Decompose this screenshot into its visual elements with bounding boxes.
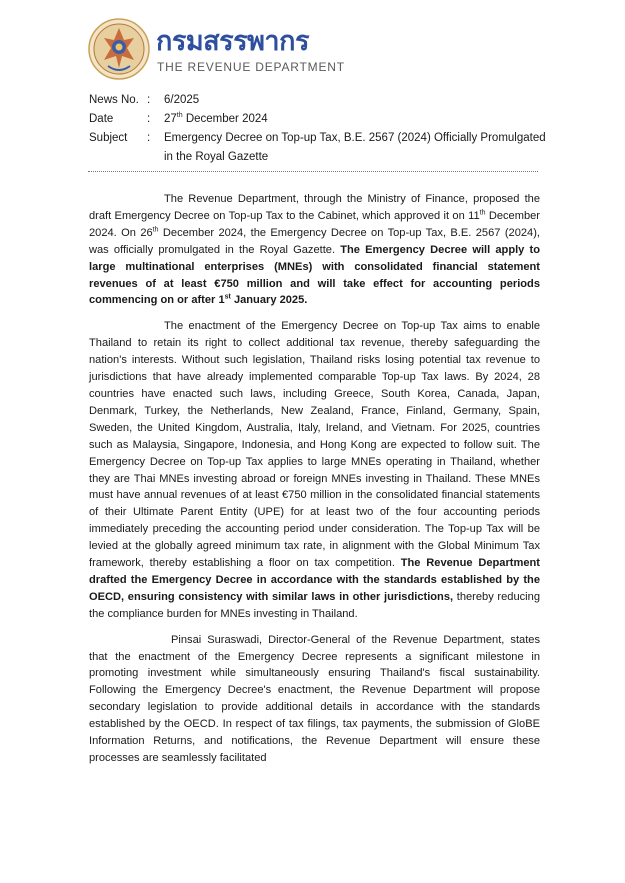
date-row bbox=[89, 110, 554, 129]
news-number-label: News No. bbox=[89, 94, 139, 106]
department-wordmark: กรมสรรพากร bbox=[156, 26, 309, 56]
p1-sup-1: th bbox=[479, 209, 486, 217]
p1-sup-3: st bbox=[224, 293, 231, 301]
date-value bbox=[164, 110, 554, 129]
p3-text-a: Pinsai Suraswadi, Director-General of the Revenue Department, states that the enactment of the Emergency Decree represents a significant milestone in promoting investment while simultaneously ensuring Thailand's fiscal sustainability. Following the Emergency Decree's enactment, the Revenue Department will propose secondary legislation to provide additional details in accordance with the standards established by the OECD. In respect of tax filings, tax payments, the submission of GloBE Information Returns, and notifications, the Revenue Department will ensure these processes are seamlessly facilitated bbox=[89, 633, 540, 764]
paragraph-1 bbox=[89, 191, 540, 309]
dotted-divider bbox=[88, 171, 538, 172]
date-suffix: th bbox=[176, 112, 183, 120]
p2-bold: The Revenue Department drafted the Emergency Decree in accordance with the standards established by the OECD, ensuring consistency with similar laws in other jurisdictions, bbox=[89, 557, 540, 603]
subject-row bbox=[89, 129, 554, 167]
colon: : bbox=[147, 94, 151, 106]
subject-value: Emergency Decree on Top-up Tax, B.E. 2567 (2024) Officially Promulgated in the Royal Gazette bbox=[164, 132, 546, 163]
p1-text-a: The Revenue Department, through the Ministry of Finance, proposed the draft Emergency Decree on Top-up Tax to the Cabinet, which approved it on 11 bbox=[89, 193, 540, 222]
news-meta bbox=[89, 91, 554, 167]
date-label: Date bbox=[89, 113, 114, 125]
colon: : bbox=[147, 132, 151, 144]
p2-text-a: The enactment of the Emergency Decree on Top-up Tax aims to enable Thailand to retain its right to collect additional tax revenue, thereby safeguarding the nation's interests. Without such legislation, Thailand risks losing potential tax revenue to jurisdictions that have already implemented comparable Top-up Tax laws. By 2024, 28 countries have enacted such laws, including Greece, South Korea, Canada, Japan, Denmark, Turkey, the Netherlands, New Zealand, France, Finland, Germany, Spain, Sweden, the United Kingdom, Australia, Italy, Ireland, and Vietnam. For 2025, countries such as Malaysia, Singapore, Indonesia, and Hong Kong are expected to follow suit. The Emergency Decree on Top-up Tax applies to large MNEs operating in Thailand, whether they are Thai MNEs investing abroad or foreign MNEs investing in Thailand. These MNEs must have annual revenues of at least €750 million in the consolidated financial statements of their Ultimate Parent Entity (UPE) for at least two of the four accounting periods immediately preceding the accounting period under consideration. The Top-up Tax will be levied at the globally agreed minimum tax rate, in alignment with the Global Minimum Tax framework, thereby establishing a floor on tax competition. bbox=[89, 320, 540, 570]
date-day: 27 bbox=[164, 113, 177, 125]
letterhead bbox=[88, 18, 348, 86]
p1-text-c: December 2024, the Emergency Decree on Top-up Tax, B.E. 2567 (2024), was officially promulgated in the Royal Gazette. bbox=[89, 226, 540, 256]
department-subtitle: THE REVENUE DEPARTMENT bbox=[157, 60, 345, 74]
paragraph-3 bbox=[89, 632, 540, 767]
date-rest: December 2024 bbox=[182, 113, 268, 125]
p1-text-b: December 2024. On 26 bbox=[89, 209, 540, 239]
p1-sup-2: th bbox=[152, 226, 159, 234]
p1-bold-a: The Emergency Decree will apply to large multinational enterprises (MNEs) with consolidated financial statement revenues of at least €750 million and will take effect for accounting periods commencing on or after 1 bbox=[89, 243, 540, 307]
revenue-department-seal-icon bbox=[88, 18, 150, 80]
colon: : bbox=[147, 113, 151, 125]
news-number-value: 6/2025 bbox=[164, 94, 200, 106]
p1-bold-b: January 2025. bbox=[230, 294, 308, 307]
paragraph-2 bbox=[89, 318, 540, 622]
subject-label: Subject bbox=[89, 132, 128, 144]
news-number-row bbox=[89, 91, 554, 110]
p2-text-b: thereby reducing the compliance burden for MNEs investing in Thailand. bbox=[89, 590, 540, 620]
news-body bbox=[89, 191, 540, 776]
